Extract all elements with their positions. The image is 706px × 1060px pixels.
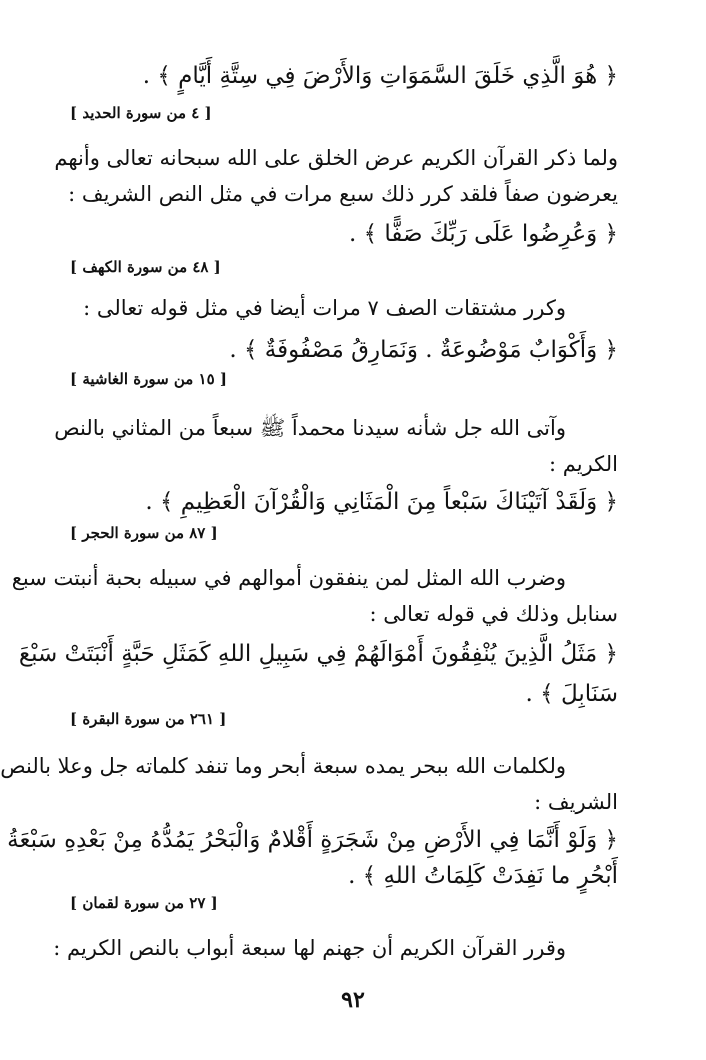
verse-line: ﴿ وَلَوْ أَنَّمَا فِي الأَرْضِ مِنْ شَجَرَةٍ أَقْلامٌ وَالْبَحْرُ يَمُدُّهُ مِنْ بَعْدِهِ سَبْعَةُ: [7, 827, 618, 853]
prose-line: سنابل وذلك في قوله تعالى :: [369, 602, 618, 626]
prose-line: يعرضون صفاً فلقد كرر ذلك سبع مرات في مثل النص الشريف :: [68, 182, 618, 206]
surah-reference: [ ١٥ من سورة الغاشية ]: [70, 370, 227, 388]
surah-reference: [ ٤٨ من سورة الكهف ]: [70, 258, 221, 276]
verse-line: ﴿ وَلَقَدْ آتَيْنَاكَ سَبْعاً مِنَ الْمَثَانِي وَالْقُرْآنَ الْعَظِيمِ ﴾ .: [145, 489, 618, 515]
page-number: ٩٢: [341, 987, 365, 1013]
prose-line: وكرر مشتقات الصف ٧ مرات أيضا في مثل قوله تعالى :: [83, 296, 566, 320]
verse-line: أَبْحُرٍ ما نَفِدَتْ كَلِمَاتُ اللهِ ﴾ .: [348, 863, 618, 889]
prose-line: ولكلمات الله ببحر يمده سبعة أبحر وما تنفد كلماته جل وعلا بالنص: [0, 754, 566, 778]
prose-line: ولما ذكر القرآن الكريم عرض الخلق على الله سبحانه تعالى وأنهم: [54, 146, 618, 170]
surah-reference: [ ٨٧ من سورة الحجر ]: [70, 524, 218, 542]
prose-line: الكريم :: [549, 452, 618, 476]
prose-line: وآتى الله جل شأنه سيدنا محمداً ﷺ سبعاً من المثاني بالنص: [54, 416, 566, 440]
prose-line: وقرر القرآن الكريم أن جهنم لها سبعة أبواب بالنص الكريم :: [53, 936, 566, 960]
verse-line: ﴿ وَأَكْوَابٌ مَوْضُوعَةٌ . وَنَمَارِقُ مَصْفُوفَةٌ ﴾ .: [229, 337, 618, 363]
verse-line: ﴿ هُوَ الَّذِي خَلَقَ السَّمَوَاتِ وَالأَرْضَ فِي سِتَّةِ أَيَّامٍ ﴾ .: [142, 63, 618, 89]
surah-reference: [ ٢٦١ من سورة البقرة ]: [70, 710, 227, 728]
surah-reference: [ ٢٧ من سورة لقمان ]: [70, 894, 218, 912]
prose-line: وضرب الله المثل لمن ينفقون أموالهم في سبيله بحبة أنبتت سبع: [11, 566, 566, 590]
verse-line: ﴿ مَثَلُ الَّذِينَ يُنْفِقُونَ أَمْوَالَهُمْ فِي سَبِيلِ اللهِ كَمَثَلِ حَبَّةٍ أَنْبَتَتْ سَبْعَ: [18, 641, 618, 667]
prose-line: الشريف :: [534, 790, 618, 814]
surah-reference: [ ٤ من سورة الحديد ]: [70, 104, 212, 122]
verse-line: سَنَابِلَ ﴾ .: [525, 681, 618, 707]
verse-line: ﴿ وَعُرِضُوا عَلَى رَبِّكَ صَفًّا ﴾ .: [348, 221, 618, 247]
